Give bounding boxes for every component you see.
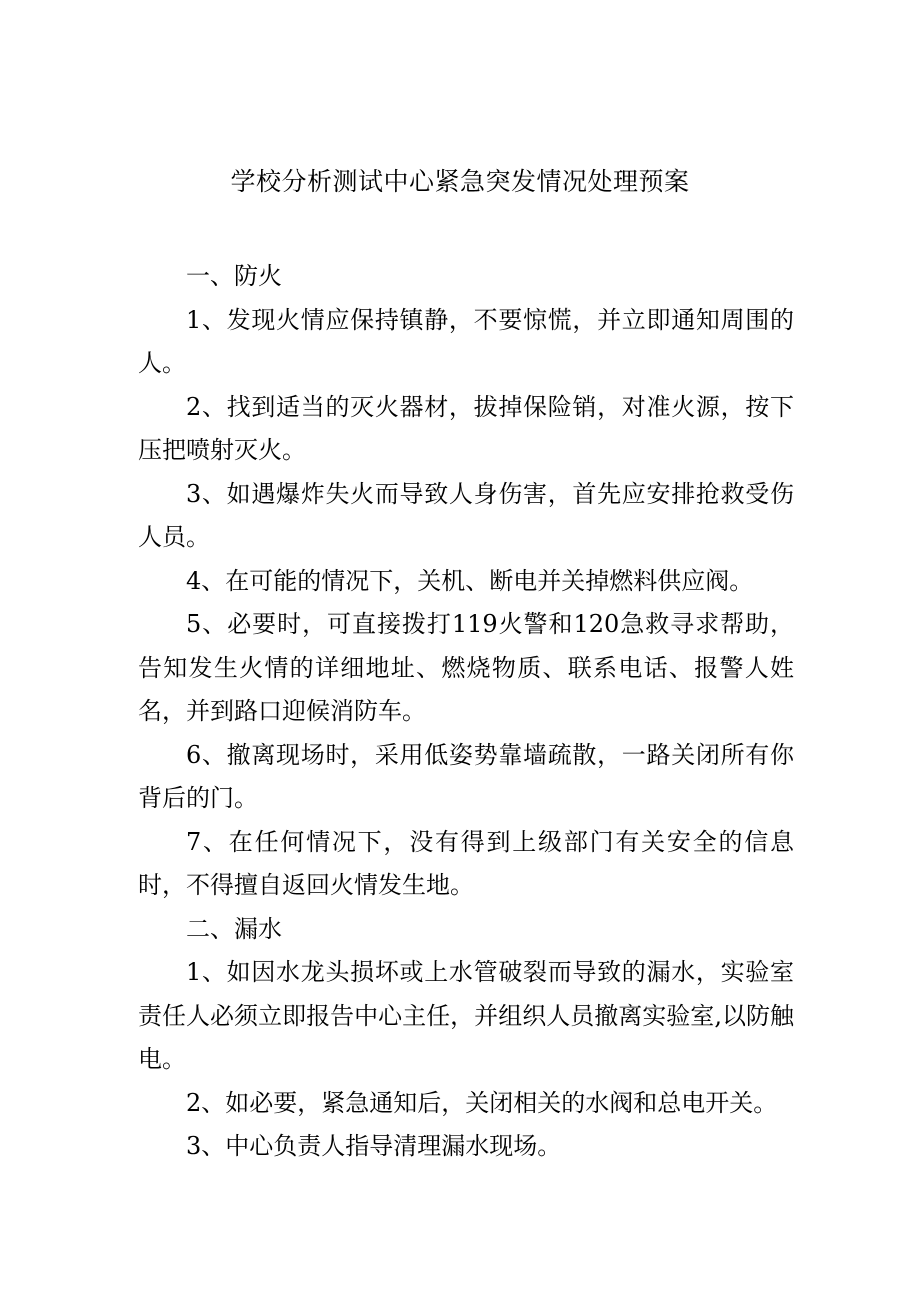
paragraph: 1、发现火情应保持镇静，不要惊慌，并立即通知周围的人。 <box>138 305 794 377</box>
section-heading-fire: 一、防火 <box>186 262 282 290</box>
paragraph: 6、撤离现场时，采用低姿势靠墙疏散，一路关闭所有你背后的门。 <box>138 740 794 812</box>
paragraph: 3、中心负责人指导清理漏水现场。 <box>186 1132 562 1160</box>
document-title: 学校分析测试中心紧急突发情况处理预案 <box>230 167 690 196</box>
paragraph: 4、在可能的情况下，关机、断电并关掉燃料供应阀。 <box>186 566 754 595</box>
paragraph: 7、在任何情况下，没有得到上级部门有关安全的信息时，不得擅自返回火情发生地。 <box>138 827 794 899</box>
section-heading-water-leak: 二、漏水 <box>186 914 282 943</box>
document-body <box>138 255 794 1169</box>
paragraph: 2、如必要，紧急通知后，关闭相关的水阀和总电开关。 <box>186 1088 778 1117</box>
paragraph: 3、如遇爆炸失火而导致人身伤害，首先应安排抢救受伤人员。 <box>138 479 794 551</box>
paragraph: 1、如因水龙头损坏或上水管破裂而导致的漏水，实验室责任人必须立即报告中心主任，并组织人员撤离实验室,以防触电。 <box>138 958 794 1073</box>
paragraph: 5、必要时，可直接拨打119火警和120急救寻求帮助，告知发生火情的详细地址、燃烧物质、联系电话、报警人姓名，并到路口迎候消防车。 <box>138 610 794 725</box>
paragraph: 2、找到适当的灭火器材，拔掉保险销，对准火源，按下压把喷射灭火。 <box>138 392 794 464</box>
